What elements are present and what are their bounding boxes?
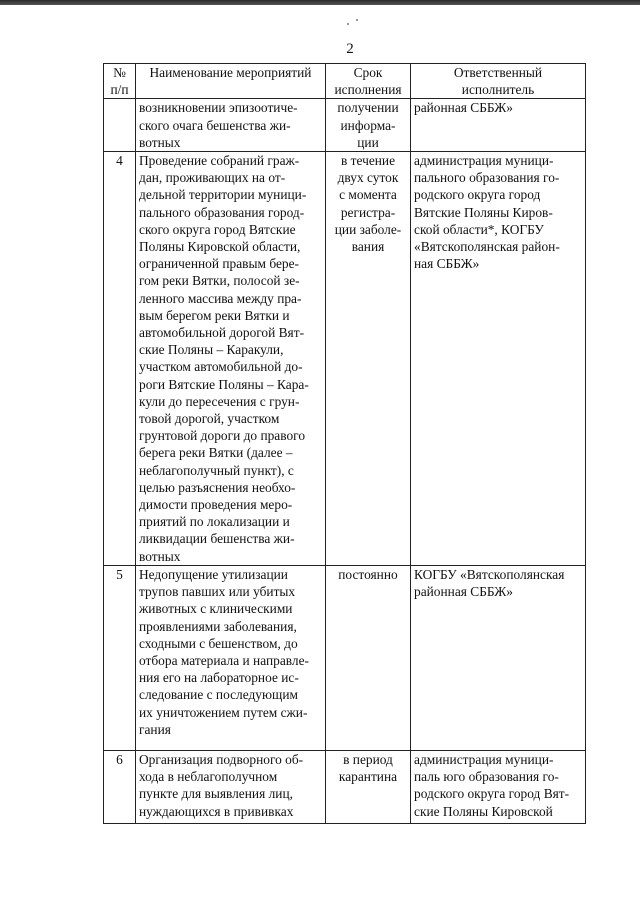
row-term: в течение двух суток с момента регистра- ции заболе- вания [326,152,411,566]
row-term: постоянно [326,565,411,750]
row-responsible: районная СББЖ» [411,99,586,152]
row-responsible: администрация муници- пального образования го- родского округа город Вятские Поляны Киров- ской области*, КОГБУ «Вятскополянская район- ная СББЖ» [411,152,586,566]
row-name: Проведение собраний граж- дан, проживающих на от- дельной территории муници- пального образования город- ского округа город Вятские Поляны Кировской области, ограниченной правым бере- гом реки Вятки, полосой зе- ленного массива между пра- вым берегом реки Вятки и автомобильной дорогой Вят- ские Поляны – Каракули, участком автомобильной до- роги Вятские Поляны – Кара- кули до пересечения с грун- товой дорогой, участком грунтовой дороги до правого берега реки Вятки (далее – неблагополучный пункт), с целью разъяснения необхо- димости проведения меро- приятий по локализации и ликвидации бешенства жи- вотных [136,152,326,566]
table-row [104,750,586,823]
header-term: Срок исполнения [326,64,411,99]
row-number: 5 [104,565,136,750]
scan-speck [347,23,349,25]
table-row [104,152,586,566]
row-responsible: КОГБУ «Вятскополянская районная СББЖ» [411,565,586,750]
scan-speck [356,19,358,21]
row-name: Организация подворного об- хода в неблагополучном пункте для выявления лиц, нуждающихся в прививках [136,750,326,823]
table-row [104,565,586,750]
row-term: получении информа- ции [326,99,411,152]
scan-top-edge [0,0,640,5]
table-header-row [104,64,586,99]
table-row [104,99,586,152]
row-responsible: администрация муници- паль юго образования го- родского округа город Вят- ские Поляны Кировской [411,750,586,823]
header-number: № п/п [104,64,136,99]
measures-table [103,63,586,824]
page-number: 2 [346,41,354,57]
row-number: 6 [104,750,136,823]
header-responsible: Ответственный исполнитель [411,64,586,99]
row-term: в период карантина [326,750,411,823]
row-number [104,99,136,152]
row-name: возникновении эпизоотиче- ского очага бешенства жи- вотных [136,99,326,152]
row-name: Недопущение утилизации трупов павших или убитых животных с клиническими проявлениями заболевания, сходными с бешенством, до отбора материала и направле- ния его на лабораторное ис- следование с последующим их уничтожением путем сжи- гания [136,565,326,750]
header-name: Наименование мероприятий [136,64,326,99]
row-number: 4 [104,152,136,566]
